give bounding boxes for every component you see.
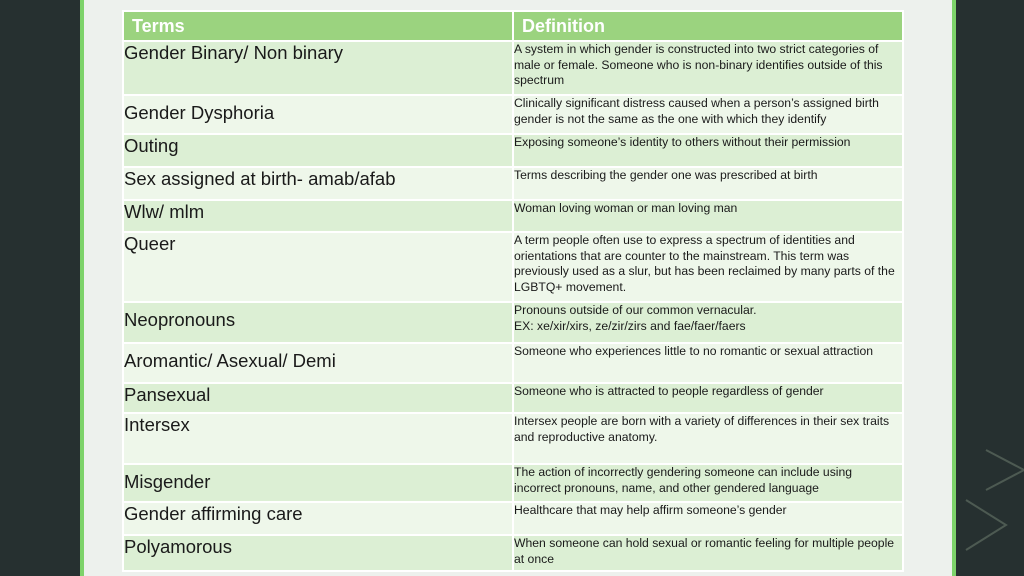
term-cell: Neopronouns <box>123 302 513 343</box>
definition-cell: A term people often use to express a spectrum of identities and orientations that are counter to the mainstream. This term was previously used as a slur, but has been reclaimed by many parts of the LGBTQ+ movement. <box>513 232 903 302</box>
definition-cell: Someone who is attracted to people regardless of gender <box>513 383 903 413</box>
term-cell: Intersex <box>123 413 513 464</box>
table-header-row <box>123 11 903 41</box>
table-row <box>123 200 903 232</box>
table-row <box>123 302 903 343</box>
term-cell: Wlw/ mlm <box>123 200 513 232</box>
definition-line: EX: xe/xir/xirs, ze/zir/zirs and fae/faer/faers <box>514 318 746 333</box>
definition-cell: Woman loving woman or man loving man <box>513 200 903 232</box>
table-row <box>123 502 903 535</box>
definition-cell: The action of incorrectly gendering someone can include using incorrect pronouns, name, and other gendered language <box>513 464 903 502</box>
table-row <box>123 413 903 464</box>
table-row <box>123 95 903 134</box>
definition-cell <box>513 302 903 343</box>
term-cell: Sex assigned at birth- amab/afab <box>123 167 513 200</box>
table-row <box>123 464 903 502</box>
definition-line: Pronouns outside of our common vernacular. <box>514 303 757 317</box>
definition-cell: Clinically significant distress caused when a person’s assigned birth gender is not the same as the one with which they identify <box>513 95 903 134</box>
definition-cell: When someone can hold sexual or romantic feeling for multiple people at once <box>513 535 903 571</box>
definition-cell: Someone who experiences little to no romantic or sexual attraction <box>513 343 903 383</box>
term-cell: Gender Binary/ Non binary <box>123 41 513 95</box>
definition-cell: Exposing someone’s identity to others without their permission <box>513 134 903 167</box>
table-row <box>123 41 903 95</box>
left-frame-panel <box>0 0 80 576</box>
term-cell: Queer <box>123 232 513 302</box>
term-cell: Outing <box>123 134 513 167</box>
term-cell: Misgender <box>123 464 513 502</box>
definition-cell: Terms describing the gender one was prescribed at birth <box>513 167 903 200</box>
table-row <box>123 167 903 200</box>
definition-cell: A system in which gender is constructed into two strict categories of male or female. Someone who is non-binary identifies outside of this spectrum <box>513 41 903 95</box>
definition-cell: Healthcare that may help affirm someone’s gender <box>513 502 903 535</box>
terms-table <box>122 10 904 572</box>
definition-column-header: Definition <box>513 11 903 41</box>
term-cell: Gender affirming care <box>123 502 513 535</box>
term-cell: Pansexual <box>123 383 513 413</box>
chevron-decoration-icon <box>956 430 1024 576</box>
table-row <box>123 383 903 413</box>
term-cell: Polyamorous <box>123 535 513 571</box>
definition-cell: Intersex people are born with a variety of differences in their sex traits and reproductive anatomy. <box>513 413 903 464</box>
term-cell: Gender Dysphoria <box>123 95 513 134</box>
left-accent-stripe <box>80 0 84 576</box>
term-cell: Aromantic/ Asexual/ Demi <box>123 343 513 383</box>
table-row <box>123 232 903 302</box>
table-row <box>123 343 903 383</box>
table-row <box>123 535 903 571</box>
table-row <box>123 134 903 167</box>
terms-column-header: Terms <box>123 11 513 41</box>
